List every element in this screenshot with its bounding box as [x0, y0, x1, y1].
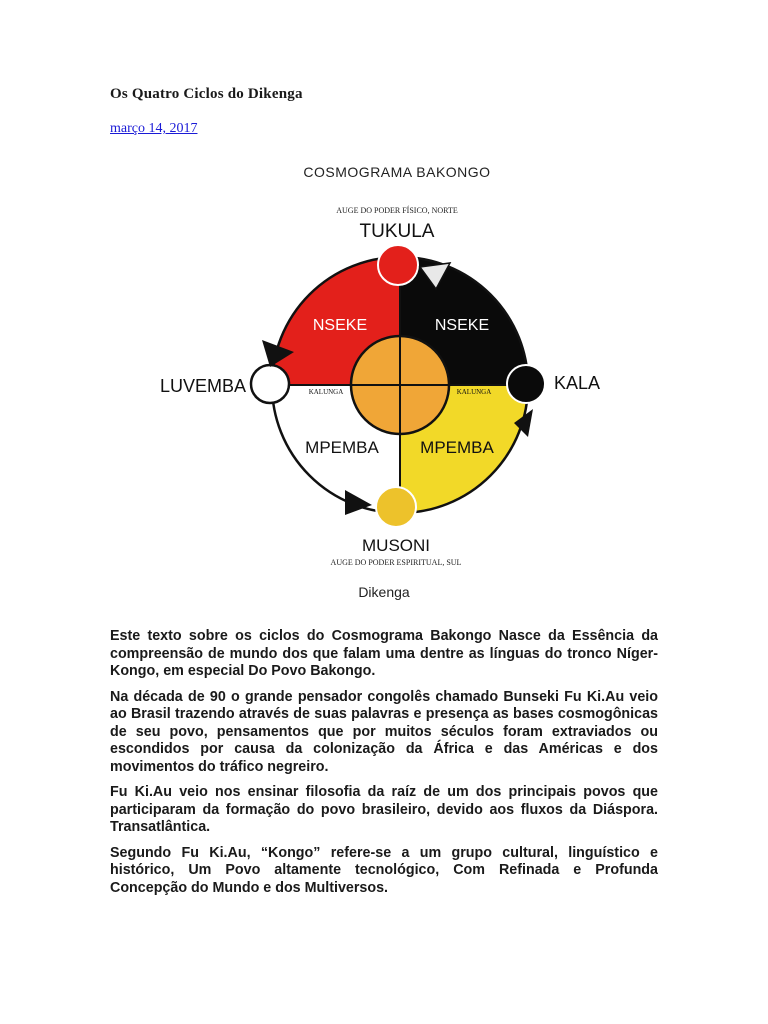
south-caption: AUGE DO PODER ESPIRITUAL, SUL: [330, 558, 462, 567]
paragraph: Fu Ki.Au veio nos ensinar filosofia da raíz de um dos principais povos que participaram da formação do povo brasileiro, devido aos fluxos da Diáspora. Transatlântica.: [110, 784, 658, 835]
upper-left-label: NSEKE: [312, 317, 368, 334]
cosmogram-figure: [150, 155, 620, 575]
diagram-heading: COSMOGRAMA BAKONGO: [303, 164, 491, 180]
post-date-link[interactable]: março 14, 2017: [110, 121, 198, 136]
north-label: TUKULA: [359, 221, 435, 242]
lower-right-label: MPEMBA: [420, 438, 494, 457]
upper-right-label: NSEKE: [434, 317, 490, 334]
kalunga-left-label: KALUNGA: [308, 388, 344, 396]
west-label: LUVEMBA: [160, 376, 247, 396]
paragraph: Segundo Fu Ki.Au, “Kongo” refere-se a um grupo cultural, linguístico e histórico, Um Povo altamente tecnológico, Com Refinada e Profunda Concepção do Mundo e dos Multiversos.: [110, 844, 658, 896]
south-label: MUSONI: [362, 536, 430, 555]
cosmogram-diagram: [150, 155, 620, 575]
east-label: KALA: [554, 373, 601, 393]
lower-left-label: MPEMBA: [305, 438, 379, 457]
east-dot: [507, 365, 545, 403]
south-dot: [376, 487, 416, 527]
center-circle: [351, 336, 449, 434]
figure-caption: Dikenga: [358, 584, 410, 600]
west-dot: [251, 365, 289, 403]
paragraph: Na década de 90 o grande pensador congolês chamado Bunseki Fu Ki.Au veio ao Brasil trazendo através de suas palavras e presença as bases cosmogônicas de seu povo, pensamentos que por muitos séculos foram extraviados ou escondidos por causa da colonização da África e das Américas e dos movimentos do tráfico negreiro.: [110, 688, 658, 775]
paragraph: Este texto sobre os ciclos do Cosmograma Bakongo Nasce da Essência da compreensão de mundo dos que falam uma dentre as línguas do tronco Níger-Kongo, em especial Do Povo Bakongo.: [110, 628, 658, 679]
post-title: Os Quatro Ciclos do Dikenga: [110, 86, 303, 102]
kalunga-right-label: KALUNGA: [456, 388, 492, 396]
north-dot: [378, 245, 418, 285]
north-caption: AUGE DO PODER FÍSICO, NORTE: [336, 206, 458, 215]
article-body: [110, 628, 658, 905]
arrow-south-icon: [345, 490, 372, 515]
